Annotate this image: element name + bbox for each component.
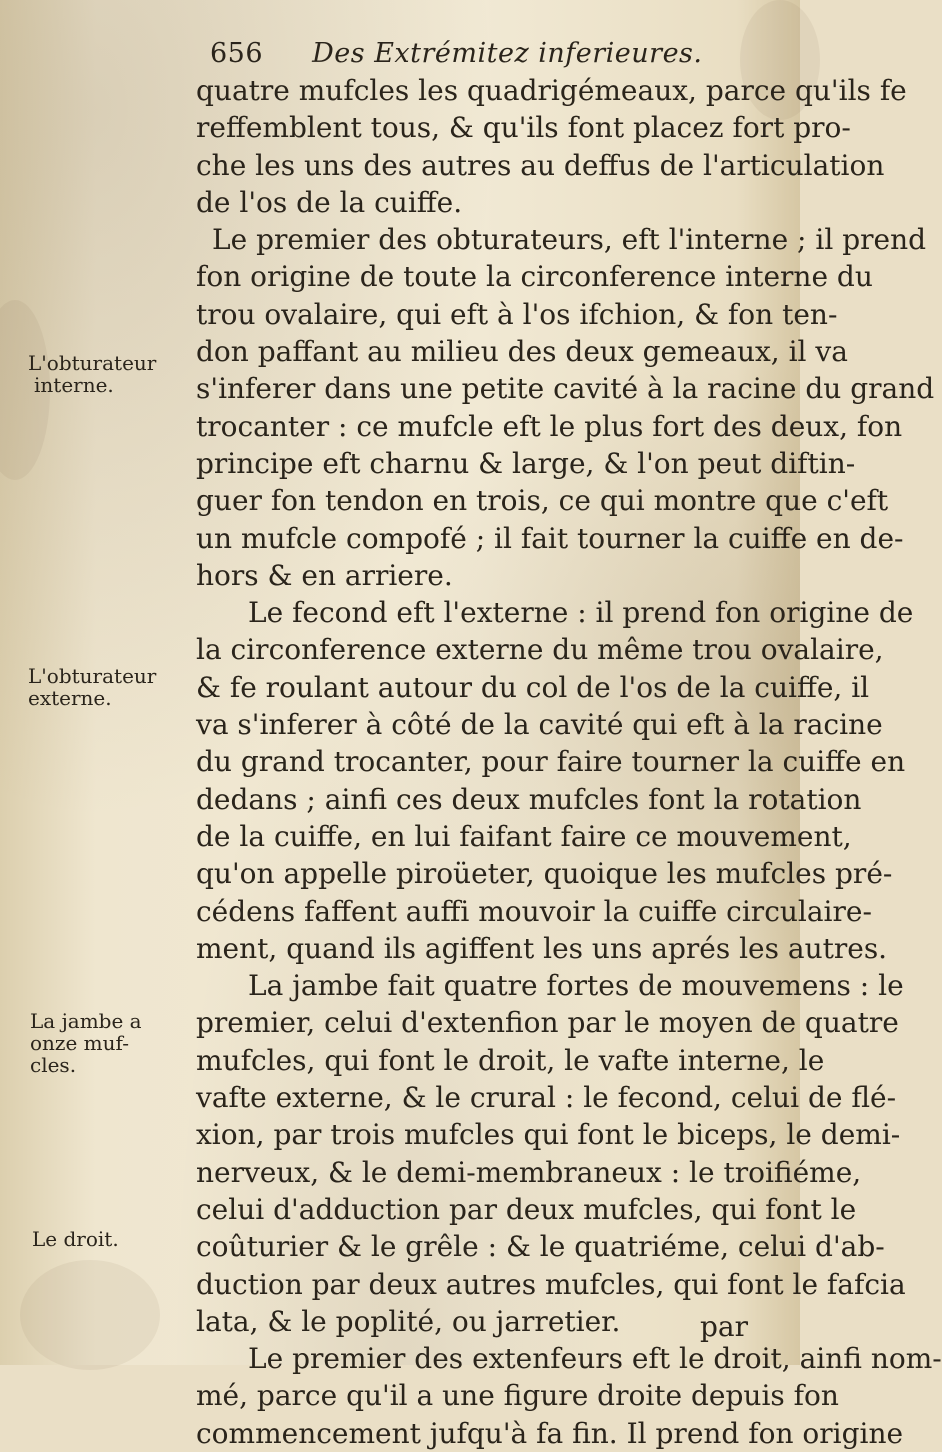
text-line: reffemblent tous, & qu'ils font placez fort pro- — [196, 111, 851, 145]
text-line: lata, & le poplité, ou jarretier. — [196, 1304, 621, 1338]
text-line: vafte externe, & le crural : le fecond, celui de flé- — [196, 1081, 897, 1115]
margin-note-line: cles. — [30, 1053, 77, 1077]
text-line: ment, quand ils agiffent les uns aprés les autres. — [196, 931, 888, 965]
margin-note-obturateur-interne — [28, 352, 156, 396]
text-line: mé, parce qu'il a une figure droite depuis fon — [196, 1379, 839, 1413]
text-line: celui d'adduction par deux mufcles, qui font le — [196, 1192, 857, 1226]
text-line: & fe roulant autour du col de l'os de la cuiffe, il — [196, 670, 870, 704]
text-line: dedans ; ainfi ces deux mufcles font la rotation — [196, 782, 862, 816]
text-line: don paffant au milieu des deux gemeaux, il va — [196, 335, 848, 369]
text-line: fon origine de toute la circonference interne du — [196, 260, 873, 294]
text-line: qu'on appelle piroüeter, quoique les mufcles pré- — [196, 857, 893, 891]
margin-note-line: externe. — [28, 686, 112, 710]
text-line: mufcles, qui font le droit, le vafte interne, le — [196, 1043, 825, 1077]
text-line: commencement jufqu'à fa fin. Il prend fon origine — [196, 1416, 904, 1450]
margin-note-obturateur-externe — [28, 665, 156, 709]
margin-note-line: La jambe a — [30, 1009, 142, 1033]
text-line: la circonference externe du même trou ovalaire, — [196, 633, 884, 667]
text-line: s'inferer dans une petite cavité à la racine du grand — [196, 372, 935, 406]
text-line: nerveux, & le demi-membraneux : le troifiéme, — [196, 1155, 862, 1189]
text-line: che les uns des autres au deffus de l'articulation — [196, 148, 885, 182]
margin-note-line: Le droit. — [32, 1227, 119, 1251]
text-line: trou ovalaire, qui eft à l'os ifchion, & fon ten- — [196, 297, 838, 331]
text-line: trocanter : ce mufcle eft le plus fort des deux, fon — [196, 409, 903, 443]
text-line: xion, par trois mufcles qui font le biceps, le demi- — [196, 1118, 901, 1152]
text-line: du grand trocanter, pour faire tourner la cuiffe en — [196, 745, 906, 779]
text-line: La jambe fait quatre fortes de mouvemens : le — [248, 969, 904, 1003]
text-line: quatre mufcles les quadrigémeaux, parce qu'ils fe — [196, 74, 907, 107]
margin-note-line: onze muf- — [30, 1031, 129, 1055]
text-line: Le premier des obturateurs, eft l'interne ; il prend — [212, 223, 927, 257]
page-number: 656 — [210, 38, 264, 69]
text-line: principe eft charnu & large, & l'on peut diftin- — [196, 446, 856, 480]
margin-note-line: interne. — [34, 373, 114, 397]
catchword: par — [699, 1310, 748, 1343]
text-line: hors & en arriere. — [196, 558, 453, 592]
text-line: un mufcle compofé ; il fait tourner la cuiffe en de- — [196, 521, 904, 555]
paper-stain — [20, 1260, 160, 1370]
text-line: va s'inferer à côté de la cavité qui eft à la racine — [196, 708, 883, 742]
text-line: de la cuiffe, en lui faifant faire ce mouvement, — [196, 819, 852, 853]
text-line: coûturier & le grêle : & le quatriéme, celui d'ab- — [196, 1230, 885, 1264]
margin-note-droit — [32, 1228, 119, 1250]
margin-note-line: L'obturateur — [28, 351, 157, 375]
running-head — [210, 38, 702, 69]
running-title: Des Extrémitez inferieures. — [312, 38, 703, 69]
margin-note-jambe — [30, 1010, 142, 1076]
margin-note-line: L'obturateur — [28, 664, 157, 688]
text-line: premier, celui d'extenfion par le moyen de quatre — [196, 1006, 899, 1040]
text-line: cédens faffent auffi mouvoir la cuiffe circulaire- — [196, 894, 872, 928]
text-line: duction par deux autres mufcles, qui font le fafcia — [196, 1267, 906, 1301]
text-line: de l'os de la cuiffe. — [196, 185, 463, 219]
text-line: guer fon tendon en trois, ce qui montre que c'eft — [196, 484, 889, 518]
text-line: Le premier des extenfeurs eft le droit, ainfi nom- — [248, 1342, 942, 1376]
text-line: Le fecond eft l'externe : il prend fon origine de — [248, 596, 914, 630]
main-text — [196, 72, 942, 1452]
